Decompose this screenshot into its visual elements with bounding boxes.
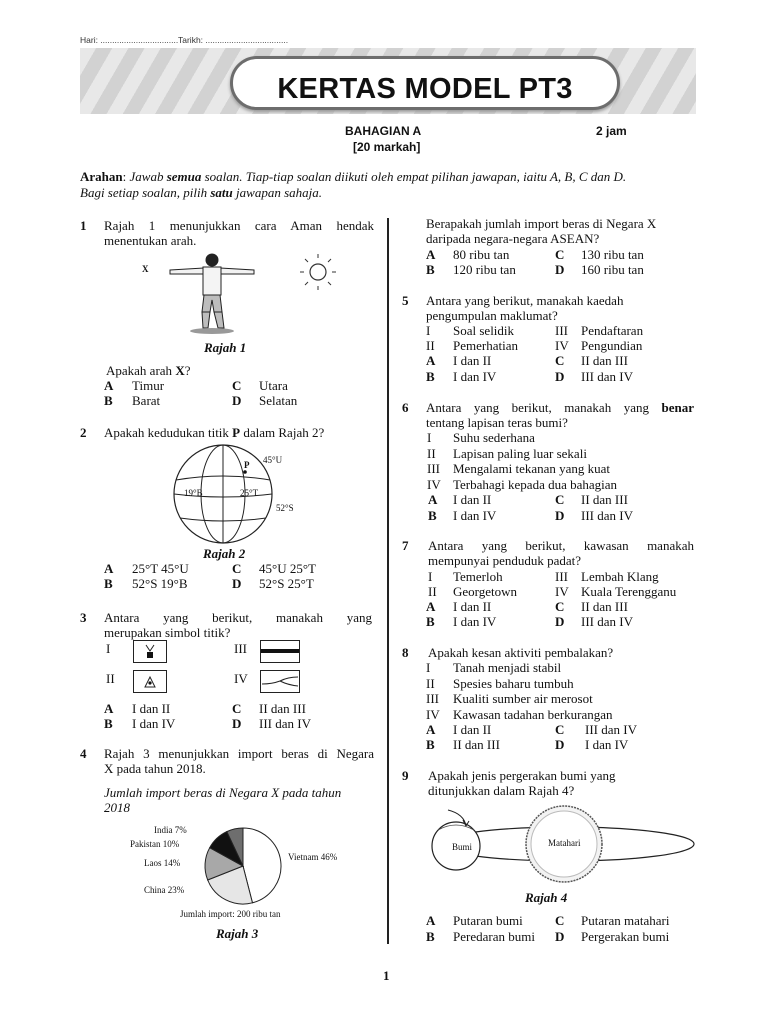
pie-label-vietnam: Vietnam 46% [288, 852, 338, 862]
q3-option-b-text: I dan IV [132, 716, 176, 731]
earth-body [432, 810, 480, 870]
q9-option-c-text: Putaran matahari [581, 913, 670, 928]
figure-2-globe [168, 444, 308, 548]
q7-text-2: mempunyai penduduk padat? [428, 553, 582, 568]
q5-item-1-roman: I [426, 323, 431, 338]
q8-item-4-roman: IV [426, 707, 440, 722]
instructions-line-1: Arahan: Jawab semua soalan. Tiap-tiap soalan diikuti oleh empat pilihan jawapan, iaitu A, B, C dan D. [80, 169, 627, 184]
figure-1 [140, 252, 380, 338]
q5-item-2: Pemerhatian [453, 338, 518, 353]
q2-text: Apakah kedudukan titik P dalam Rajah 2? [104, 425, 325, 440]
q5-item-3: Pendaftaran [581, 323, 644, 338]
q4-option-c-text: 130 ribu tan [581, 247, 644, 262]
q1-option-d-text: Selatan [259, 393, 298, 408]
fig1-x-label: X [142, 264, 149, 274]
section-label: BAHAGIAN A [345, 124, 422, 138]
q3-option-a[interactable]: A [104, 701, 114, 716]
q5-option-a-text: I dan II [453, 353, 492, 368]
q8-option-a-text: I dan II [453, 722, 492, 737]
q5-item-4: Pengundian [581, 338, 643, 353]
q2-option-d-text: 52°S 25°T [259, 576, 314, 591]
q9-number: 9 [402, 768, 409, 783]
q8-option-b-text: II dan III [453, 737, 500, 752]
q5-item-4-roman: IV [555, 338, 569, 353]
q6-text-2: tentang lapisan teras bumi? [426, 415, 568, 430]
marks-label: [20 markah] [353, 140, 421, 154]
q8-item-1-roman: I [426, 660, 431, 675]
q5-item-3-roman: III [555, 323, 568, 338]
q5-text-2: pengumpulan maklumat? [426, 308, 558, 323]
symbol-iv [260, 670, 300, 694]
pie-total-label: Jumlah import: 200 ribu tan [180, 909, 281, 919]
q6-item-3-roman: III [427, 461, 440, 476]
q2-number: 2 [80, 425, 87, 440]
q4-option-a-text: 80 ribu tan [453, 247, 510, 262]
q9-option-c[interactable]: C [555, 913, 565, 928]
q7-option-a[interactable]: A [426, 599, 436, 614]
q3-text-2: merupakan simbol titik? [104, 625, 231, 640]
q6-item-2: Lapisan paling luar sekali [453, 446, 587, 461]
q4-number: 4 [80, 746, 87, 761]
q5-option-d-text: III dan IV [581, 369, 633, 384]
q2-option-b[interactable]: B [104, 576, 113, 591]
q5-option-b-text: I dan IV [453, 369, 497, 384]
q9-option-a-text: Putaran bumi [453, 913, 523, 928]
instructions-line-2: Bagi setiap soalan, pilih satu jawapan sahaja. [80, 185, 322, 200]
q6-option-c[interactable]: C [555, 492, 565, 507]
q2-option-a[interactable]: A [104, 561, 114, 576]
q6-option-d[interactable]: D [555, 508, 565, 523]
q8-item-4: Kawasan tadahan berkurangan [453, 707, 613, 722]
q1-option-a-text: Timur [132, 378, 165, 393]
q9-option-d[interactable]: D [555, 929, 565, 944]
q3-roman-4: IV [234, 671, 248, 686]
q9-option-b[interactable]: B [426, 929, 435, 944]
q1-option-d[interactable]: D [232, 393, 242, 408]
q6-item-3: Mengalami tekanan yang kuat [453, 461, 611, 476]
q6-number: 6 [402, 400, 409, 415]
pie-label-india: India 7% [154, 825, 187, 835]
q6-item-1-roman: I [427, 430, 432, 445]
q5-option-a[interactable]: A [426, 353, 436, 368]
date-field: Tarikh: ................................... [178, 35, 289, 45]
q2-option-c-text: 45°U 25°T [259, 561, 316, 576]
q3-roman-3: III [234, 641, 247, 656]
q4-option-b[interactable]: B [426, 262, 435, 277]
q6-option-b[interactable]: B [428, 508, 437, 523]
q2-option-b-text: 52°S 19°B [132, 576, 188, 591]
q5-option-c[interactable]: C [555, 353, 565, 368]
q6-item-4-roman: IV [427, 477, 441, 492]
q3-roman-2: II [106, 671, 115, 686]
q4-option-c[interactable]: C [555, 247, 565, 262]
sun-icon [300, 254, 336, 290]
page-title: KERTAS MODEL PT3 [277, 73, 573, 105]
q6-option-a[interactable]: A [428, 492, 438, 507]
q4-option-a[interactable]: A [426, 247, 436, 262]
q9-option-d-text: Pergerakan bumi [581, 929, 670, 944]
person-figure [170, 254, 254, 335]
q8-option-c[interactable]: C [555, 722, 565, 737]
q3-option-c-text: II dan III [259, 701, 306, 716]
title-banner [80, 48, 696, 114]
q4-continued-2: daripada negara-negara ASEAN? [426, 231, 600, 246]
q1-option-b[interactable]: B [104, 393, 113, 408]
q2-caption: Rajah 2 [203, 546, 246, 561]
q1-caption: Rajah 1 [204, 340, 247, 355]
q4-text-1: Rajah 3 menunjukkan import beras di Negara [104, 746, 374, 761]
q8-item-1: Tanah menjadi stabil [453, 660, 562, 675]
q7-item-3: Lembah Klang [581, 569, 659, 584]
q6-item-2-roman: II [427, 446, 436, 461]
fig2-25t-label: 25°T [240, 488, 259, 498]
q3-text-1: Antara yang berikut, manakah yang [104, 610, 372, 625]
q8-option-b[interactable]: B [426, 737, 435, 752]
q1-text-2: menentukan arah. [104, 233, 197, 248]
q5-text-1: Antara yang berikut, manakah kaedah [426, 293, 624, 308]
q9-caption: Rajah 4 [525, 890, 568, 905]
q1-option-b-text: Barat [132, 393, 161, 408]
q4-caption: Rajah 3 [216, 926, 259, 941]
q7-number: 7 [402, 538, 409, 553]
q9-text-1: Apakah jenis pergerakan bumi yang [428, 768, 616, 783]
q7-option-b[interactable]: B [426, 614, 435, 629]
q9-option-a[interactable]: A [426, 913, 436, 928]
q5-option-c-text: II dan III [581, 353, 628, 368]
fig2-52s-label: 52°S [276, 503, 294, 513]
q3-option-d-text: III dan IV [259, 716, 311, 731]
q5-option-b[interactable]: B [426, 369, 435, 384]
q8-option-c-text: III dan IV [585, 722, 637, 737]
q9-text-2: ditunjukkan dalam Rajah 4? [428, 783, 575, 798]
q1-prompt: Apakah arah X? [106, 363, 191, 378]
q6-item-4: Terbahagi kepada dua bahagian [453, 477, 618, 492]
q7-item-1: Temerloh [453, 569, 503, 584]
q4-chart-title-2: 2018 [104, 800, 130, 815]
q5-item-2-roman: II [426, 338, 435, 353]
q7-option-c-text: II dan III [581, 599, 628, 614]
q1-option-c[interactable]: C [232, 378, 242, 393]
q9-option-b-text: Peredaran bumi [453, 929, 535, 944]
fig2-p-label: P [244, 460, 250, 470]
q4-chart-title-1: Jumlah import beras di Negara X pada tahun [104, 785, 342, 800]
pie-slices [205, 828, 281, 904]
q4-text-2: X pada tahun 2018. [104, 761, 206, 776]
q6-option-b-text: I dan IV [453, 508, 497, 523]
pie-label-china: China 23% [144, 885, 185, 895]
q8-item-3-roman: III [426, 691, 439, 706]
fig2-45u-label: 45°U [263, 455, 283, 465]
q7-item-1-roman: I [428, 569, 433, 584]
q7-item-4: Kuala Terengganu [581, 584, 677, 599]
q8-option-a[interactable]: A [426, 722, 436, 737]
q5-number: 5 [402, 293, 409, 308]
q8-text-1: Apakah kesan aktiviti pembalakan? [428, 645, 614, 660]
q1-text-1: Rajah 1 menunjukkan cara Aman hendak [104, 218, 374, 233]
q8-option-d[interactable]: D [555, 737, 565, 752]
q6-option-d-text: III dan IV [581, 508, 633, 523]
fig4-bumi-label: Bumi [452, 842, 473, 852]
q3-roman-1: I [106, 641, 111, 656]
q8-item-2-roman: II [426, 676, 435, 691]
q1-number: 1 [80, 218, 87, 233]
q6-item-1: Suhu sederhana [453, 430, 535, 445]
q7-text-1: Antara yang berikut, kawasan manakah [428, 538, 694, 553]
q3-option-d[interactable]: D [232, 716, 242, 731]
q8-option-d-text: I dan IV [585, 737, 629, 752]
q1-option-a[interactable]: A [104, 378, 114, 393]
q8-item-2: Spesies baharu tumbuh [453, 676, 574, 691]
q7-item-4-roman: IV [555, 584, 569, 599]
fig4-matahari-label: Matahari [548, 838, 581, 848]
q4-continued-1: Berapakah jumlah import beras di Negara X [426, 216, 657, 231]
q4-option-d-text: 160 ribu tan [581, 262, 644, 277]
q4-option-d[interactable]: D [555, 262, 565, 277]
q3-number: 3 [80, 610, 87, 625]
q6-text-1: Antara yang berikut, manakah yang benar [426, 400, 694, 415]
q4-option-b-text: 120 ribu tan [453, 262, 516, 277]
q7-option-c[interactable]: C [555, 599, 565, 614]
symbol-i [133, 640, 167, 664]
q7-option-d[interactable]: D [555, 614, 565, 629]
q7-option-b-text: I dan IV [453, 614, 497, 629]
q6-option-a-text: I dan II [453, 492, 492, 507]
q3-option-b[interactable]: B [104, 716, 113, 731]
q7-item-2-roman: II [428, 584, 437, 599]
q7-item-2: Georgetown [453, 584, 518, 599]
column-divider [387, 218, 389, 944]
q8-number: 8 [402, 645, 409, 660]
q8-item-3: Kualiti sumber air merosot [453, 691, 593, 706]
q6-option-c-text: II dan III [581, 492, 628, 507]
q5-item-1: Soal selidik [453, 323, 515, 338]
fig2-19b-label: 19°B [184, 488, 203, 498]
symbol-iii [260, 640, 300, 664]
rice-import-pie-chart [130, 820, 360, 924]
q3-option-c[interactable]: C [232, 701, 242, 716]
q2-option-d[interactable]: D [232, 576, 242, 591]
q7-option-a-text: I dan II [453, 599, 492, 614]
symbol-ii [133, 670, 167, 694]
page-number: 1 [383, 968, 390, 983]
q7-item-3-roman: III [555, 569, 568, 584]
q5-option-d[interactable]: D [555, 369, 565, 384]
pie-label-laos: Laos 14% [144, 858, 181, 868]
q3-option-a-text: I dan II [132, 701, 171, 716]
q2-option-c[interactable]: C [232, 561, 242, 576]
q2-option-a-text: 25°T 45°U [132, 561, 189, 576]
instructions-label: Arahan [80, 169, 123, 184]
banner-pill [230, 56, 620, 110]
q1-option-c-text: Utara [259, 378, 288, 393]
figure-4-orbit [426, 800, 696, 886]
day-field: Hari: ................................. [80, 35, 179, 45]
pie-label-pakistan: Pakistan 10% [130, 839, 180, 849]
duration-label: 2 jam [596, 124, 627, 138]
q7-option-d-text: III dan IV [581, 614, 633, 629]
